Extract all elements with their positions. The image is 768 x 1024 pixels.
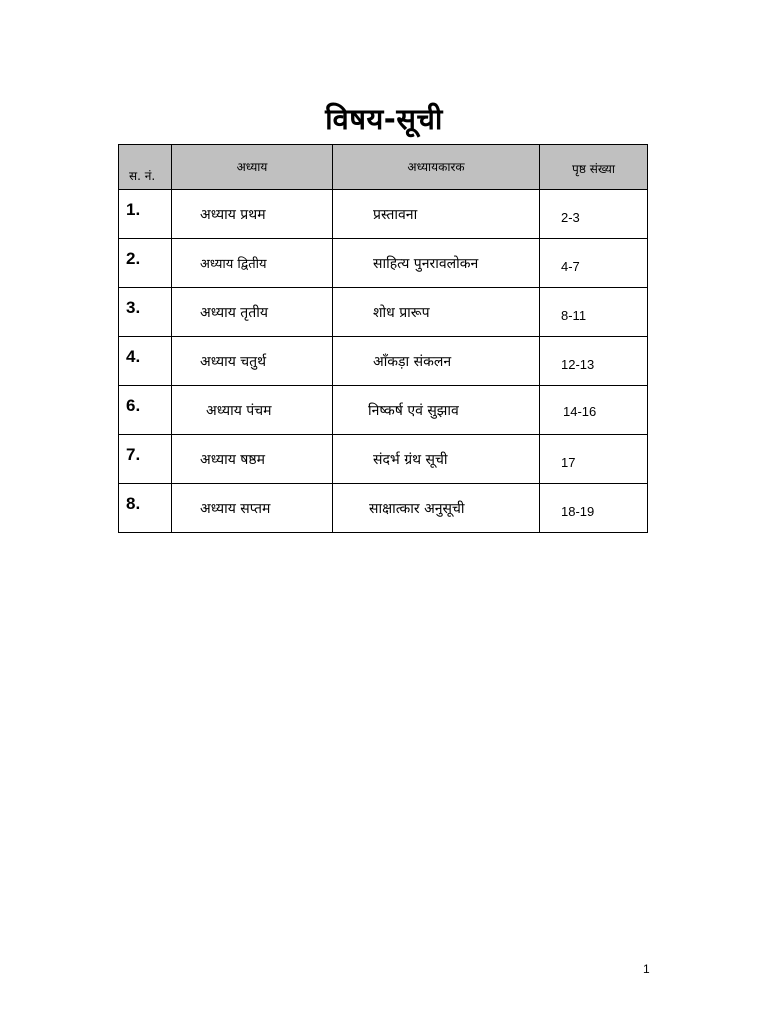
chapter-cell: अध्याय चतुर्थ <box>172 337 333 386</box>
page-cell: 12-13 <box>540 337 648 386</box>
serial-cell: 8. <box>119 484 172 533</box>
table-header-row <box>119 145 648 190</box>
table-row <box>119 288 648 337</box>
chapter-cell: अध्याय षष्ठम <box>172 435 333 484</box>
header-chapter-title: अध्यायकारक <box>333 145 540 190</box>
chapter-cell: अध्याय सप्तम <box>172 484 333 533</box>
chapter-title-cell: निष्कर्ष एवं सुझाव <box>333 386 540 435</box>
page-cell: 17 <box>540 435 648 484</box>
page-cell: 8-11 <box>540 288 648 337</box>
serial-cell: 1. <box>119 190 172 239</box>
chapter-title-cell: शोध प्रारूप <box>333 288 540 337</box>
table-row <box>119 386 648 435</box>
serial-cell: 2. <box>119 239 172 288</box>
serial-cell: 6. <box>119 386 172 435</box>
chapter-cell: अध्याय प्रथम <box>172 190 333 239</box>
table-row <box>119 484 648 533</box>
page-title: विषय-सूची <box>325 102 443 136</box>
chapter-title-cell: साहित्य पुनरावलोकन <box>333 239 540 288</box>
serial-cell: 7. <box>119 435 172 484</box>
table-row <box>119 239 648 288</box>
page-cell: 4-7 <box>540 239 648 288</box>
header-serial-number: स. नं. <box>119 145 172 190</box>
chapter-cell: अध्याय पंचम <box>172 386 333 435</box>
serial-cell: 3. <box>119 288 172 337</box>
table-of-contents <box>118 144 648 533</box>
table-row <box>119 435 648 484</box>
table-row <box>119 337 648 386</box>
chapter-title-cell: आँकड़ा संकलन <box>333 337 540 386</box>
chapter-title-cell: संदर्भ ग्रंथ सूची <box>333 435 540 484</box>
chapter-cell: अध्याय तृतीय <box>172 288 333 337</box>
serial-cell: 4. <box>119 337 172 386</box>
page-cell: 2-3 <box>540 190 648 239</box>
page-cell: 14-16 <box>540 386 648 435</box>
page-number: 1 <box>643 962 650 976</box>
header-page-number: पृष्ठ संख्या <box>540 145 648 190</box>
table-row <box>119 190 648 239</box>
header-chapter: अध्याय <box>172 145 333 190</box>
chapter-title-cell: प्रस्तावना <box>333 190 540 239</box>
chapter-title-cell: साक्षात्कार अनुसूची <box>333 484 540 533</box>
chapter-cell: अध्याय द्वितीय <box>172 239 333 288</box>
page-cell: 18-19 <box>540 484 648 533</box>
